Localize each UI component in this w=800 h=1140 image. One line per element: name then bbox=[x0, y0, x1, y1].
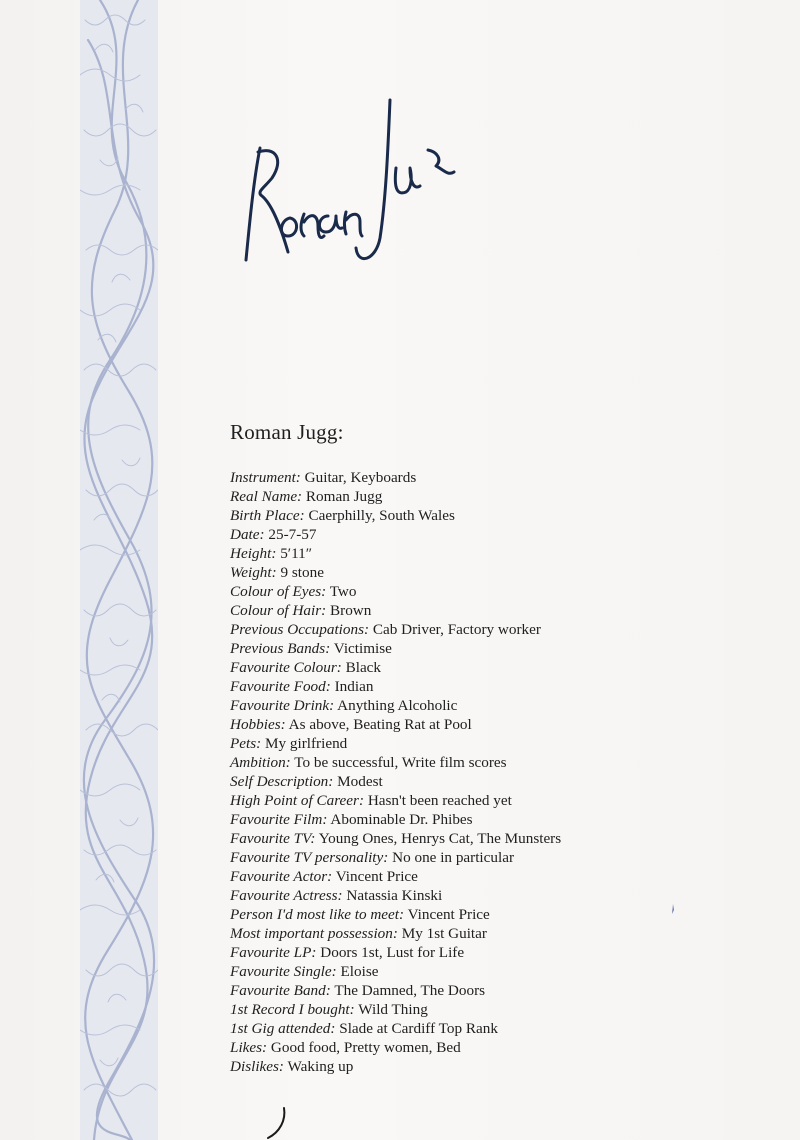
profile-value: 9 stone bbox=[280, 564, 324, 581]
profile-label: Previous Bands: bbox=[230, 640, 331, 657]
profile-label: Real Name: bbox=[230, 488, 303, 505]
profile-label: Colour of Eyes: bbox=[230, 583, 327, 600]
profile-value: My girlfriend bbox=[265, 735, 348, 752]
profile-label: Weight: bbox=[230, 564, 277, 581]
profile-value: Victimise bbox=[333, 640, 392, 657]
profile-label: Previous Occupations: bbox=[230, 621, 370, 638]
profile-value: Slade at Cardiff Top Rank bbox=[339, 1020, 498, 1037]
profile-item bbox=[230, 1038, 790, 1057]
profile-list bbox=[230, 468, 790, 1076]
profile-item bbox=[230, 506, 790, 525]
profile-label: Most important possession: bbox=[230, 925, 398, 942]
profile-value: The Damned, The Doors bbox=[334, 982, 486, 999]
profile-label: Favourite Actor: bbox=[230, 868, 333, 885]
profile-item bbox=[230, 867, 790, 886]
profile-value: Modest bbox=[337, 773, 383, 790]
profile-label: Instrument: bbox=[230, 469, 301, 486]
profile-label: Height: bbox=[230, 545, 277, 562]
profile-value: Guitar, Keyboards bbox=[304, 469, 417, 486]
profile-value: Natassia Kinski bbox=[346, 887, 443, 904]
profile-item bbox=[230, 791, 790, 810]
profile-value: Wild Thing bbox=[358, 1001, 428, 1018]
profile-label: Favourite Actress: bbox=[230, 887, 343, 904]
profile-value: Caerphilly, South Wales bbox=[308, 507, 455, 524]
profile-item bbox=[230, 525, 790, 544]
profile-value: No one in particular bbox=[392, 849, 515, 866]
profile-value: Eloise bbox=[340, 963, 379, 980]
profile-value: As above, Beating Rat at Pool bbox=[288, 716, 472, 733]
pen-stroke-mark bbox=[262, 1106, 292, 1140]
profile-label: Dislikes: bbox=[230, 1058, 284, 1075]
profile-value: Abominable Dr. Phibes bbox=[330, 811, 473, 828]
profile-item bbox=[230, 696, 790, 715]
profile-item bbox=[230, 943, 790, 962]
profile-value: Young Ones, Henrys Cat, The Munsters bbox=[318, 830, 562, 847]
profile-value: Hasn't been reached yet bbox=[367, 792, 512, 809]
profile-value: Doors 1st, Lust for Life bbox=[320, 944, 465, 961]
profile-item bbox=[230, 620, 790, 639]
profile-value: Anything Alcoholic bbox=[337, 697, 458, 714]
vine-border-illustration bbox=[80, 0, 158, 1140]
profile-label: Favourite Band: bbox=[230, 982, 331, 999]
autograph-signature bbox=[232, 88, 462, 278]
profile-label: Favourite TV personality: bbox=[230, 849, 389, 866]
profile-item bbox=[230, 1019, 790, 1038]
profile-label: Favourite Colour: bbox=[230, 659, 342, 676]
profile-item bbox=[230, 468, 790, 487]
profile-label: Colour of Hair: bbox=[230, 602, 327, 619]
profile-item bbox=[230, 810, 790, 829]
profile-value: Brown bbox=[330, 602, 372, 619]
profile-item bbox=[230, 1000, 790, 1019]
profile-item bbox=[230, 601, 790, 620]
profile-label: 1st Record I bought: bbox=[230, 1001, 355, 1018]
profile-item bbox=[230, 563, 790, 582]
profile-label: Likes: bbox=[230, 1039, 268, 1056]
profile-item bbox=[230, 924, 790, 943]
profile-item bbox=[230, 639, 790, 658]
profile-value: Indian bbox=[334, 678, 374, 695]
ink-speck bbox=[670, 904, 676, 914]
profile-item bbox=[230, 772, 790, 791]
profile-value: Black bbox=[345, 659, 382, 676]
profile-label: Pets: bbox=[230, 735, 262, 752]
profile-label: Birth Place: bbox=[230, 507, 305, 524]
profile-value: Roman Jugg bbox=[305, 488, 383, 505]
profile-item bbox=[230, 848, 790, 867]
profile-value: Cab Driver, Factory worker bbox=[372, 621, 541, 638]
profile-value: Waking up bbox=[287, 1058, 354, 1075]
profile-label: Ambition: bbox=[230, 754, 291, 771]
profile-label: Date: bbox=[230, 526, 265, 543]
profile-value: 5′11″ bbox=[280, 545, 313, 562]
profile-item bbox=[230, 1057, 790, 1076]
profile-label: Favourite Drink: bbox=[230, 697, 335, 714]
profile-value: To be successful, Write film scores bbox=[294, 754, 507, 771]
profile-value: 25-7-57 bbox=[268, 526, 317, 543]
profile-label: Favourite Film: bbox=[230, 811, 328, 828]
profile-label: Favourite Food: bbox=[230, 678, 331, 695]
profile-value: Good food, Pretty women, Bed bbox=[270, 1039, 461, 1056]
profile-value: Vincent Price bbox=[335, 868, 418, 885]
profile-item bbox=[230, 905, 790, 924]
profile-item bbox=[230, 544, 790, 563]
profile-item bbox=[230, 582, 790, 601]
profile-value: Two bbox=[329, 583, 357, 600]
profile-label: Self Description: bbox=[230, 773, 334, 790]
profile-value: Vincent Price bbox=[407, 906, 490, 923]
profile-item bbox=[230, 981, 790, 1000]
profile-item bbox=[230, 487, 790, 506]
profile-item bbox=[230, 658, 790, 677]
profile-label: 1st Gig attended: bbox=[230, 1020, 336, 1037]
profile-item bbox=[230, 886, 790, 905]
profile-label: Person I'd most like to meet: bbox=[230, 906, 405, 923]
profile-label: Favourite TV: bbox=[230, 830, 316, 847]
profile-label: Favourite LP: bbox=[230, 944, 317, 961]
profile-label: Hobbies: bbox=[230, 716, 286, 733]
profile-item bbox=[230, 677, 790, 696]
page-title: Roman Jugg: bbox=[230, 420, 344, 444]
profile-item bbox=[230, 962, 790, 981]
profile-item bbox=[230, 753, 790, 772]
profile-item bbox=[230, 829, 790, 848]
profile-label: Favourite Single: bbox=[230, 963, 337, 980]
profile-value: My 1st Guitar bbox=[401, 925, 487, 942]
profile-item bbox=[230, 715, 790, 734]
profile-label: High Point of Career: bbox=[230, 792, 365, 809]
profile-item bbox=[230, 734, 790, 753]
